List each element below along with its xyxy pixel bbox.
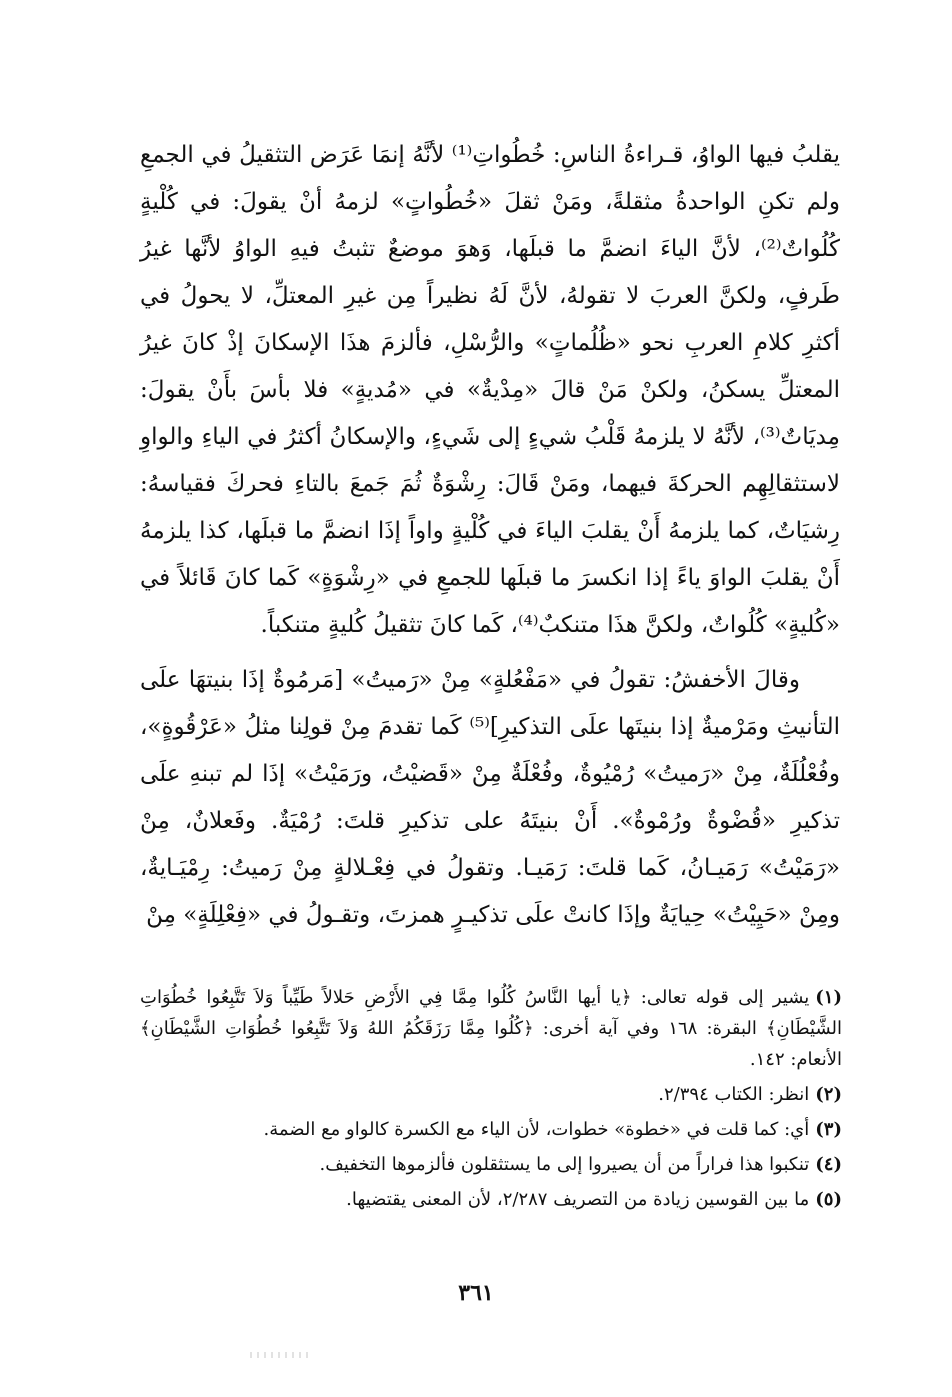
footnotes-section — [140, 982, 842, 1219]
footnote-text: ما بين القوسين زيادة من التصريف ٢/٢٨٧، لأن المعنى يقتضيها. — [346, 1189, 810, 1210]
footnote — [140, 1184, 842, 1215]
footnote-number: (٢) — [815, 1084, 842, 1105]
page-number: ٣٦١ — [458, 1280, 494, 1306]
footnote — [140, 1079, 842, 1110]
footnote-text: أي: كما قلت في «خطوة» خطوات، لأن الياء مع الكسرة كالواو مع الضمة. — [263, 1119, 810, 1140]
footnote-text: يشير إلى قوله تعالى: ﴿يا أيها النَّاسُ كُلُوا مِمَّا فِي الأَرْضِ حَلالاً طَيِّباً وَلاَ تَتَّبِعُوا خُطُوَاتِ الشَّيْطَانِ﴾ البقرة: ١٦٨ وفي آية أخرى: ﴿كُلُوا مِمَّا رَزَقَكُمُ اللهُ وَلاَ تَتَّبِعُوا خُطُوَاتِ الشَّيْطَانِ﴾ الأنعام: ١٤٢. — [140, 987, 842, 1070]
footnote-number: (٣) — [815, 1119, 842, 1140]
main-text-body — [140, 132, 840, 939]
scan-specks — [250, 1352, 310, 1358]
footnote — [140, 982, 842, 1075]
footnote-number: (٤) — [815, 1154, 842, 1175]
footnote-text: انظر: الكتاب ٢/٣٩٤. — [658, 1084, 810, 1105]
footnote — [140, 1149, 842, 1180]
footnote — [140, 1114, 842, 1145]
footnote-number: (٥) — [815, 1189, 842, 1210]
paragraph: يقلبُ فيها الواوُ، قـراءةُ الناسِ: خُطُواتِ⁽¹⁾ لأنَّهُ إنمَا عَرَض التثقيلُ في الجمعِ ولم تكنِ الواحدةُ مثقلةً، ومَنْ ثقلَ «خُطُواتٍ» لزمهُ أنْ يقولَ: في كُلْيةٍ كُلُواتٌ⁽²⁾، لأنَّ الياءَ انضمَّ ما قبلَها، وَهوَ موضعٌ تثبتُ فيهِ الواوُ لأنَّها غيرُ طَرفٍ، ولكنَّ العربَ لا تقولهُ، لأنَّ لَهُ نظيراً مِن غيرِ المعتلِّ، لا يحولُ في أكثرِ كلامِ العربِ نحو «ظُلُماتٍ» والرُّسْلِ، فألزمَ هذَا الإسكانَ إذْ كانَ غيرُ المعتلِّ يسكنُ، ولكنْ مَنْ قالَ «مِدْيةٌ» في «مُديةٍ» فلا بأسَ بأَنْ يقولَ: مِديَاتٌ⁽³⁾، لأنَّهُ لا يلزمهُ قَلْبُ شيءٍ إلى شَيءٍ، والإسكانُ أكثرُ في الياءِ والواوِ لاستثقالِهِم الحركةَ فيهما، ومَنْ قَالَ: رِشْوَةٌ ثُمَ جَمعَ بالتاءِ فحركَ فقياسهُ: رِشيَاتٌ، كما يلزمهُ أَنْ يقلبَ الياءَ في كُلْيةٍ واواً إذَا انضمَّ ما قبلَها، كذا يلزمهُ أَنْ يقلبَ الواوَ ياءً إذا انكسرَ ما قبلَها للجمعِ في «رِشْوَةٍ» كَما كانَ قَائلاً في «كُليةٍ» كُلُواتٌ، ولكنَّ هذَا متنكبٌ⁽⁴⁾، كَما كانَ تثقيلُ كُليةٍ متنكباً. — [140, 142, 840, 638]
footnote-number: (١) — [815, 987, 842, 1008]
footnote-text: تنكبوا هذا فراراً من أن يصيروا إلى ما يستثقلون فألزموها التخفيف. — [319, 1154, 810, 1175]
paragraph: وقالَ الأخفشُ: تقولُ في «مَفْعُلةٍ» مِنْ «رَميتُ» [مَرمُوةٌ إذَا بنيتهَا علَى التأنيثِ ومَرْميةٌ إذا بنيتَها علَى التذكيرِ]⁽⁵⁾ كَما تقدمَ مِنْ قولِنا مثلُ «عَرْقُوةٍ»، وفُعْلُلَةٌ، مِنْ «رَميتُ» رُمْيُوةٌ، وفُعْلَةٌ مِنْ «قَضيْتُ، ورَمَيْتُ» إذَا لم تبنهِ علَى تذكيرِ «قُضْوةٌ ورُمْوةٌ». أَنْ بنيتَهُ على تذكيرِ قلتَ: رُمْيَةٌ. وفَعلانٌ، مِنْ «رَمَيْتُ» رَمَيـانُ، كَما قلتَ: رَمَيـا. وتقولُ في فِعْـلالةٍ مِنْ رَميتُ: رِمْيَـايةٌ، ومِنْ «حَيِيْتُ» حِيايَةٌ وإذَا كانتْ علَى تذكيـرٍ همزتَ، وتقـولُ في «فِعْلِلَةٍ» مِنْ — [140, 667, 840, 928]
